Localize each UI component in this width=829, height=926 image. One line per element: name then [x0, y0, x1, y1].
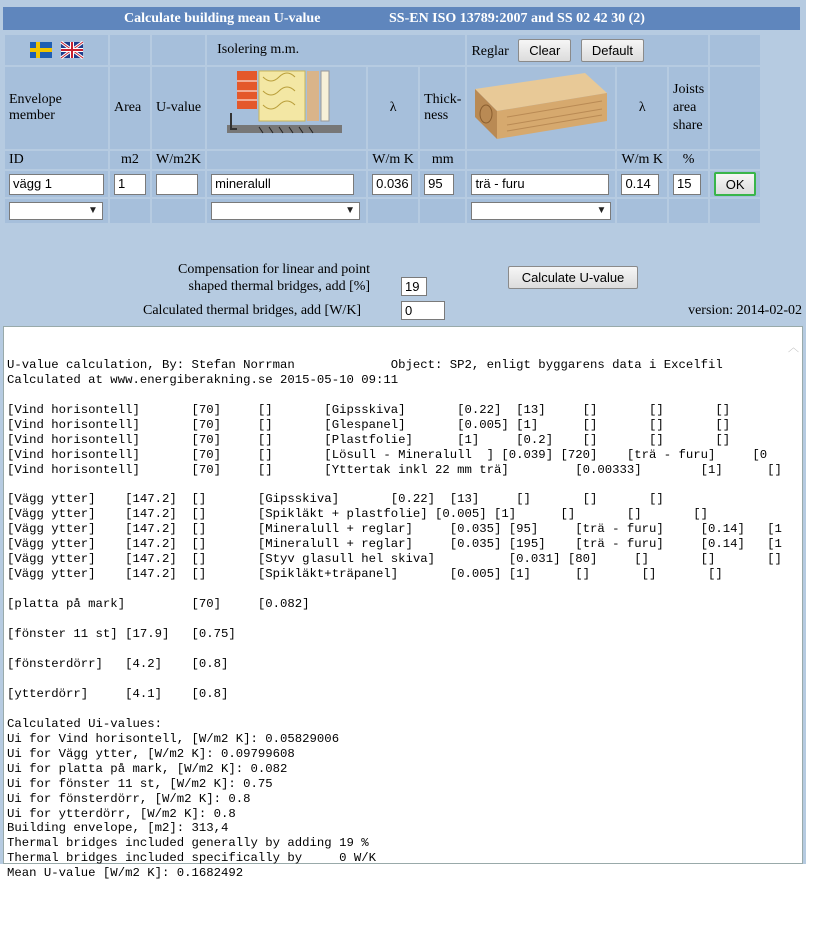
- isolering-header: Isolering m.m.: [207, 35, 465, 65]
- envelope-member-header: Envelope member: [5, 67, 108, 149]
- compensation-label: Compensation for linear and point shaped thermal bridges, add [%]: [178, 262, 371, 294]
- result-line: Ui for platta på mark, [W/m2 K]: 0.082: [7, 761, 288, 776]
- id-input[interactable]: vägg 1: [9, 174, 104, 195]
- result-line: [Vägg ytter] [147.2] [] [Spikläkt+träpanel] [0.005] [1] [] [] []: [7, 567, 723, 582]
- thermal-bridges-input[interactable]: 0: [401, 301, 445, 320]
- thickness-input[interactable]: 95: [424, 174, 454, 195]
- calculate-uvalue-button[interactable]: Calculate U-value: [508, 266, 638, 289]
- joist-illustration: [467, 67, 615, 149]
- scroll-up-icon[interactable]: ︿: [788, 341, 799, 354]
- joist-material-input[interactable]: trä - furu: [471, 174, 609, 195]
- compensation-panel: [3, 233, 803, 325]
- joists-input[interactable]: 15: [673, 174, 701, 195]
- thermal-bridges-label: Calculated thermal bridges, add [W/K]: [143, 303, 362, 318]
- timber-joist-icon: [467, 67, 613, 144]
- result-line: [Vägg ytter] [147.2] [] [Spikläkt + plastfolie] [0.005] [1] [] [] []: [7, 507, 709, 522]
- uk-flag-icon[interactable]: [61, 42, 83, 58]
- result-line: [7, 582, 802, 597]
- result-line: [7, 612, 802, 627]
- result-line: Ui for ytterdörr, [W/m2 K]: 0.8: [7, 806, 236, 821]
- joists-header: Joists area share: [669, 67, 708, 149]
- result-line: Calculated Ui-values:: [7, 716, 162, 731]
- result-line: Ui for Vind horisontell, [W/m2 K]: 0.05829006: [7, 731, 340, 746]
- result-line: [7, 702, 802, 717]
- lambda-input-1[interactable]: 0.036: [372, 174, 412, 195]
- chevron-down-icon: ▼: [596, 205, 607, 216]
- material-select[interactable]: [211, 202, 360, 220]
- uvalue-input[interactable]: [156, 174, 198, 195]
- result-line: [7, 478, 802, 493]
- result-line: Mean U-value [W/m2 K]: 0.1682492: [7, 866, 244, 881]
- result-line: [7, 388, 802, 403]
- result-line: [7, 672, 802, 687]
- default-button[interactable]: Default: [581, 39, 644, 62]
- result-line: [Vind horisontell] [70] [] [Lösull - Mineralull ] [0.039] [720] [trä - furu] [0: [7, 447, 768, 462]
- result-line: [Vägg ytter] [147.2] [] [Mineralull + reglar] [0.035] [95] [trä - furu] [0.14] [1: [7, 522, 782, 537]
- unit-area: m2: [110, 151, 150, 169]
- result-line: [platta på mark] [70] [0.082]: [7, 597, 310, 612]
- result-line: [Vind horisontell] [70] [] [Yttertak inkl 22 mm trä] [0.00333] [1] []: [7, 462, 782, 477]
- swedish-flag-icon[interactable]: [30, 42, 52, 58]
- material-input[interactable]: mineralull: [211, 174, 354, 195]
- reglar-header: Reglar Clear Default: [467, 35, 708, 65]
- result-line: [Vind horisontell] [70] [] [Gipsskiva] [0.22] [13] [] [] []: [7, 402, 731, 417]
- title-bar: [3, 7, 800, 30]
- chevron-down-icon: ▼: [88, 205, 98, 216]
- unit-joists: %: [669, 151, 708, 169]
- result-line: [ytterdörr] [4.1] [0.8]: [7, 686, 229, 701]
- result-line: Thermal bridges included generally by adding 19 %: [7, 836, 369, 851]
- unit-thickness: mm: [420, 151, 465, 169]
- lambda-header-1: λ: [368, 67, 418, 149]
- page-title: Calculate building mean U-value: [124, 10, 321, 26]
- uvalue-header: U-value: [152, 67, 205, 149]
- result-line: [Vind horisontell] [70] [] [Plastfolie] [1] [0.2] [] [] []: [7, 432, 731, 447]
- envelope-select[interactable]: [9, 202, 103, 220]
- compensation-percent-input[interactable]: 19: [401, 277, 427, 296]
- result-line: [Vägg ytter] [147.2] [] [Mineralull + reglar] [0.035] [195] [trä - furu] [0.14] [1: [7, 537, 782, 552]
- unit-lambda-2: W/m K: [617, 151, 667, 169]
- result-line: [fönsterdörr] [4.2] [0.8]: [7, 656, 229, 671]
- result-line: [Vind horisontell] [70] [] [Glespanel] [0.005] [1] [] [] []: [7, 417, 731, 432]
- result-text: [4, 357, 802, 881]
- result-line: Ui for fönster 11 st, [W/m2 K]: 0.75: [7, 776, 273, 791]
- insulation-illustration: [207, 67, 366, 149]
- area-header: Area: [110, 67, 150, 149]
- area-input[interactable]: 1: [114, 174, 146, 195]
- result-line: [Vägg ytter] [147.2] [] [Styv glasull hel skiva] [0.031] [80] [] [] []: [7, 552, 782, 567]
- result-line: Thermal bridges included specifically by 0 W/K: [7, 851, 376, 866]
- result-line: Calculated at www.energiberakning.se 2015-05-10 09:11: [7, 372, 399, 387]
- result-line: Ui for fönsterdörr, [W/m2 K]: 0.8: [7, 791, 251, 806]
- result-line: U-value calculation, By: Stefan Norrman Object: SP2, enligt byggarens data i Excelfil: [7, 357, 723, 372]
- result-line: Ui for Vägg ytter, [W/m2 K]: 0.09799608: [7, 746, 295, 761]
- scrollbar[interactable]: [785, 327, 802, 863]
- clear-button[interactable]: Clear: [518, 39, 571, 62]
- unit-id: ID: [5, 151, 108, 169]
- result-line: [fönster 11 st] [17.9] [0.75]: [7, 627, 236, 642]
- result-line: [Vägg ytter] [147.2] [] [Gipsskiva] [0.22] [13] [] [] []: [7, 492, 664, 507]
- result-textarea[interactable]: [3, 326, 803, 881]
- unit-uvalue: W/m2K: [152, 151, 205, 169]
- thickness-header: Thick-ness: [420, 67, 465, 149]
- chevron-down-icon: ▼: [345, 205, 356, 216]
- joist-material-select[interactable]: [471, 202, 611, 220]
- version-label: version: 2014-02-02: [688, 303, 802, 318]
- result-line: [7, 642, 802, 657]
- result-line: Building envelope, [m2]: 313,4: [7, 821, 229, 836]
- unit-lambda-1: W/m K: [368, 151, 418, 169]
- ok-button[interactable]: OK: [714, 172, 756, 196]
- lambda-header-2: λ: [617, 67, 667, 149]
- lambda-input-2[interactable]: 0.14: [621, 174, 659, 195]
- input-grid: [3, 33, 762, 225]
- language-cell: [5, 35, 108, 65]
- wall-insulation-icon: [207, 67, 366, 144]
- standard-title: SS-EN ISO 13789:2007 and SS 02 42 30 (2): [389, 10, 645, 26]
